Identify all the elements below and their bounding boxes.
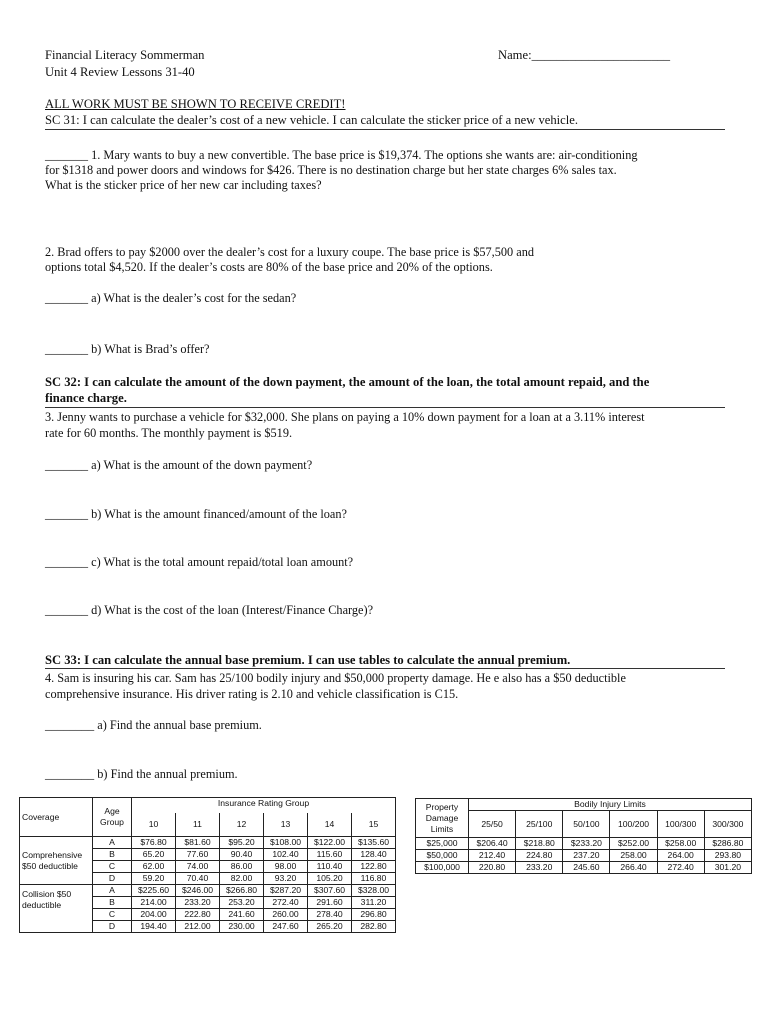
- rate-cell: $135.60: [352, 837, 396, 849]
- q4-line2: comprehensive insurance. His driver rating is 2.10 and vehicle classification is C15.: [45, 687, 459, 701]
- limit-header: 100/200: [610, 811, 657, 838]
- q4-line1: 4. Sam is insuring his car. Sam has 25/100 bodily injury and $50,000 property damage. He e also has a $50 deductible: [45, 671, 626, 685]
- premium-cell: $258.00: [657, 838, 704, 850]
- coverage-header: Coverage: [20, 798, 93, 837]
- coverage-comprehensive: Comprehensive $50 deductible: [20, 837, 93, 885]
- rate-cell: 282.80: [352, 921, 396, 933]
- rate-cell: $307.60: [308, 885, 352, 897]
- rate-cell: $122.00: [308, 837, 352, 849]
- rate-cell: 115.60: [308, 849, 352, 861]
- property-cell: $25,000: [416, 838, 469, 850]
- age-cell: A: [93, 885, 132, 897]
- limit-header: 100/300: [657, 811, 704, 838]
- q4b[interactable]: ________ b) Find the annual premium.: [45, 767, 238, 781]
- q1-line2: for $1318 and power doors and windows for $426. There is no destination charge but her state charges 6% sales tax.: [45, 163, 617, 177]
- rate-cell: 74.00: [176, 861, 220, 873]
- premium-cell: 293.80: [704, 850, 751, 862]
- sc31-title: SC 31: I can calculate the dealer’s cost of a new vehicle. I can calculate the sticker price of a new vehicle.: [45, 113, 579, 127]
- q3-line1: 3. Jenny wants to purchase a vehicle for $32,000. She plans on paying a 10% down payment for a loan at a 3.11% interest: [45, 410, 645, 424]
- rate-cell: 105.20: [308, 873, 352, 885]
- premium-cell: 224.80: [516, 850, 563, 862]
- rate-cell: $108.00: [264, 837, 308, 849]
- rate-cell: 65.20: [132, 849, 176, 861]
- sc33-rule: [45, 668, 725, 669]
- premium-cell: $206.40: [469, 838, 516, 850]
- q2b[interactable]: _______ b) What is Brad’s offer?: [45, 342, 210, 356]
- q3a[interactable]: _______ a) What is the amount of the down payment?: [45, 458, 313, 472]
- premium-cell: 233.20: [516, 862, 563, 874]
- q1-answer-blank[interactable]: _______: [45, 148, 89, 162]
- rate-cell: 291.60: [308, 897, 352, 909]
- premium-cell: $286.80: [704, 838, 751, 850]
- rate-cell: 296.80: [352, 909, 396, 921]
- age-cell: C: [93, 909, 132, 921]
- age-cell: C: [93, 861, 132, 873]
- rate-cell: 265.20: [308, 921, 352, 933]
- sc31-rule: [45, 129, 725, 130]
- q1-line1: [45, 148, 638, 163]
- rate-cell: 230.00: [220, 921, 264, 933]
- q1-line3: What is the sticker price of her new car including taxes?: [45, 178, 322, 192]
- q3-line2: rate for 60 months. The monthly payment is $519.: [45, 426, 293, 440]
- limit-header: 25/100: [516, 811, 563, 838]
- premium-cell: 220.80: [469, 862, 516, 874]
- rate-cell: 110.40: [308, 861, 352, 873]
- rate-cell: $328.00: [352, 885, 396, 897]
- bodily-injury-table: [415, 798, 752, 874]
- q2a[interactable]: _______ a) What is the dealer’s cost for the sedan?: [45, 291, 297, 305]
- rate-cell: 278.40: [308, 909, 352, 921]
- rate-cell: 90.40: [220, 849, 264, 861]
- limit-header: 300/300: [704, 811, 751, 838]
- premium-cell: $252.00: [610, 838, 657, 850]
- rate-cell: $287.20: [264, 885, 308, 897]
- rate-cell: 194.40: [132, 921, 176, 933]
- table-row: [20, 885, 396, 897]
- rate-cell: 247.60: [264, 921, 308, 933]
- premium-cell: 264.00: [657, 850, 704, 862]
- age-cell: D: [93, 873, 132, 885]
- rate-cell: $266.80: [220, 885, 264, 897]
- property-cell: $100,000: [416, 862, 469, 874]
- premium-cell: 266.40: [610, 862, 657, 874]
- sc32-title-1: SC 32: I can calculate the amount of the down payment, the amount of the loan, the total amount repaid, and the: [45, 375, 650, 389]
- q3d[interactable]: _______ d) What is the cost of the loan (Interest/Finance Charge)?: [45, 603, 374, 617]
- age-cell: B: [93, 849, 132, 861]
- rate-cell: $246.00: [176, 885, 220, 897]
- rate-cell: 62.00: [132, 861, 176, 873]
- rate-cell: 311.20: [352, 897, 396, 909]
- age-group-header: Age Group: [93, 798, 132, 837]
- table-row: [416, 850, 752, 862]
- rate-cell: 233.20: [176, 897, 220, 909]
- rate-cell: $81.60: [176, 837, 220, 849]
- rate-cell: 77.60: [176, 849, 220, 861]
- rate-cell: 116.80: [352, 873, 396, 885]
- premium-cell: 212.40: [469, 850, 516, 862]
- coverage-collision: Collision $50 deductible: [20, 885, 93, 933]
- rate-cell: 222.80: [176, 909, 220, 921]
- rate-cell: 253.20: [220, 897, 264, 909]
- rate-cell: 70.40: [176, 873, 220, 885]
- property-damage-header: Property Damage Limits: [416, 799, 469, 838]
- rate-cell: 214.00: [132, 897, 176, 909]
- group-header: 15: [352, 813, 396, 837]
- group-header: 11: [176, 813, 220, 837]
- q2-line1: 2. Brad offers to pay $2000 over the dealer’s cost for a luxury coupe. The base price is $57,500 and: [45, 245, 535, 259]
- group-header: 13: [264, 813, 308, 837]
- q3c[interactable]: _______ c) What is the total amount repaid/total loan amount?: [45, 555, 354, 569]
- rate-cell: 59.20: [132, 873, 176, 885]
- q4a[interactable]: ________ a) Find the annual base premium.: [45, 718, 262, 732]
- group-header: 10: [132, 813, 176, 837]
- premium-cell: 237.20: [563, 850, 610, 862]
- rate-cell: $95.20: [220, 837, 264, 849]
- rate-cell: 98.00: [264, 861, 308, 873]
- rating-group-title: Insurance Rating Group: [132, 798, 396, 813]
- sc32-title-2: finance charge.: [45, 391, 127, 405]
- rate-cell: 82.00: [220, 873, 264, 885]
- course-title: Financial Literacy Sommerman: [45, 48, 205, 62]
- insurance-rating-table: [19, 797, 396, 933]
- premium-cell: 258.00: [610, 850, 657, 862]
- rate-cell: 204.00: [132, 909, 176, 921]
- q3b[interactable]: _______ b) What is the amount financed/amount of the loan?: [45, 507, 347, 521]
- age-cell: A: [93, 837, 132, 849]
- premium-cell: $233.20: [563, 838, 610, 850]
- rate-cell: $76.80: [132, 837, 176, 849]
- table-row: [416, 862, 752, 874]
- property-cell: $50,000: [416, 850, 469, 862]
- rate-cell: 272.40: [264, 897, 308, 909]
- rate-cell: $225.60: [132, 885, 176, 897]
- rate-cell: 260.00: [264, 909, 308, 921]
- limit-header: 25/50: [469, 811, 516, 838]
- age-cell: B: [93, 897, 132, 909]
- rate-cell: 122.80: [352, 861, 396, 873]
- rate-cell: 128.40: [352, 849, 396, 861]
- group-header: 12: [220, 813, 264, 837]
- q1-text-1: 1. Mary wants to buy a new convertible. The base price is $19,374. The options she wants are: air-conditioning: [88, 148, 638, 162]
- rate-cell: 241.60: [220, 909, 264, 921]
- group-header: 14: [308, 813, 352, 837]
- limit-header: 50/100: [563, 811, 610, 838]
- work-notice: ALL WORK MUST BE SHOWN TO RECEIVE CREDIT!: [45, 97, 346, 111]
- bodily-injury-title: Bodily Injury Limits: [469, 799, 752, 811]
- table-row: [416, 838, 752, 850]
- premium-cell: 272.40: [657, 862, 704, 874]
- sc33-title: SC 33: I can calculate the annual base premium. I can use tables to calculate the annual premium.: [45, 653, 571, 667]
- table-row: [20, 837, 396, 849]
- name-field[interactable]: Name:______________________: [498, 48, 671, 62]
- unit-title: Unit 4 Review Lessons 31-40: [45, 65, 195, 79]
- premium-cell: $218.80: [516, 838, 563, 850]
- premium-cell: 245.60: [563, 862, 610, 874]
- rate-cell: 212.00: [176, 921, 220, 933]
- sc32-rule: [45, 407, 725, 408]
- rate-cell: 93.20: [264, 873, 308, 885]
- premium-cell: 301.20: [704, 862, 751, 874]
- age-cell: D: [93, 921, 132, 933]
- q2-line2: options total $4,520. If the dealer’s costs are 80% of the base price and 20% of the options.: [45, 260, 493, 274]
- rate-cell: 86.00: [220, 861, 264, 873]
- rate-cell: 102.40: [264, 849, 308, 861]
